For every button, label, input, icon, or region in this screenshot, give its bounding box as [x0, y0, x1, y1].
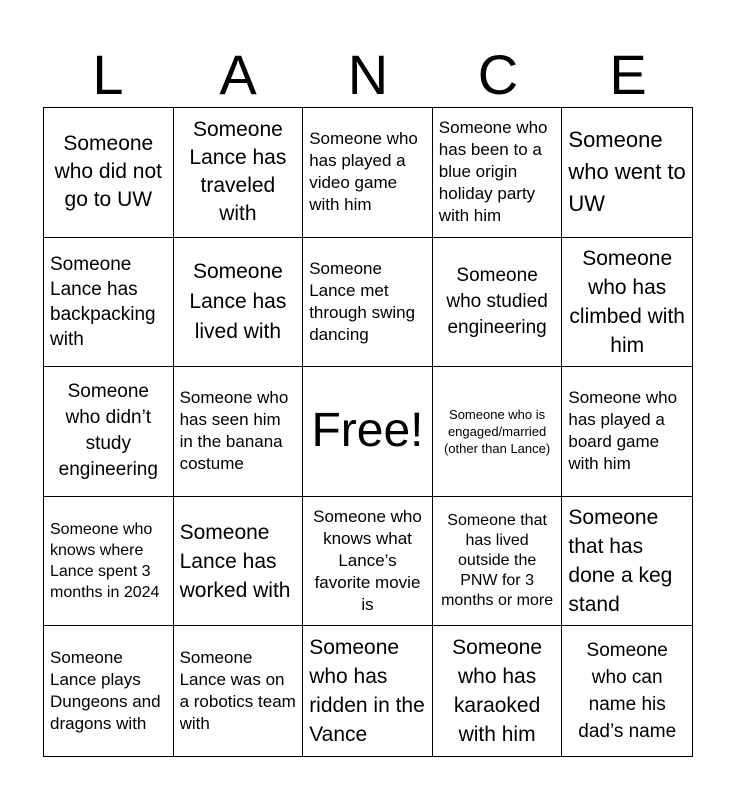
header-letter-n: N: [347, 43, 389, 106]
bingo-cell[interactable]: [44, 367, 174, 497]
bingo-cell[interactable]: [174, 367, 304, 497]
cell-text: Someone who went to UW: [568, 127, 686, 217]
bingo-cell[interactable]: [562, 497, 692, 627]
cell-text: Someone that has lived outside the PNW for 3 months or more: [441, 512, 554, 610]
cell-text: Someone who has karaoked with him: [452, 636, 543, 747]
bingo-cell[interactable]: [44, 626, 174, 756]
bingo-cell[interactable]: [44, 238, 174, 368]
bingo-cell[interactable]: [303, 108, 433, 238]
bingo-cell[interactable]: [433, 238, 563, 368]
cell-text: Someone Lance has backpacking with: [50, 253, 156, 350]
bingo-card: [43, 107, 693, 757]
bingo-cell[interactable]: [303, 497, 433, 627]
bingo-cell[interactable]: [433, 367, 563, 497]
bingo-cell[interactable]: [174, 108, 304, 238]
bingo-cell[interactable]: [562, 626, 692, 756]
cell-text: Someone that has done a keg stand: [568, 506, 673, 617]
cell-text: Someone who studied engineering: [446, 264, 548, 338]
cell-text: Someone who knows what Lance’s favorite movie is: [313, 507, 422, 615]
header-letter-a: A: [219, 43, 257, 106]
cell-text: Someone who did not go to UW: [54, 132, 162, 212]
cell-text: Someone who knows where Lance spent 3 months in 2024: [50, 521, 160, 602]
bingo-cell[interactable]: [433, 626, 563, 756]
header-letter-c: C: [477, 43, 519, 106]
bingo-cell[interactable]: [562, 108, 692, 238]
bingo-cell[interactable]: [44, 497, 174, 627]
bingo-cell[interactable]: [303, 626, 433, 756]
bingo-cell[interactable]: [562, 367, 692, 497]
cell-text: Someone who is engaged/married (other than Lance): [443, 406, 551, 456]
bingo-cell[interactable]: [174, 497, 304, 627]
cell-text: Someone who has played a board game with him: [568, 388, 678, 474]
header-letter-l: L: [92, 43, 124, 106]
cell-text: Someone Lance has traveled with: [189, 118, 287, 226]
bingo-cell[interactable]: [174, 238, 304, 368]
cell-text: Someone Lance plays Dungeons and dragons with: [50, 648, 161, 734]
bingo-cell[interactable]: [562, 238, 692, 368]
bingo-cell[interactable]: [433, 108, 563, 238]
free-space[interactable]: [303, 367, 433, 497]
cell-text: Someone who can name his dad’s name: [578, 640, 677, 743]
cell-text: Someone who didn’t study engineering: [58, 381, 158, 481]
bingo-cell[interactable]: [433, 497, 563, 627]
cell-text: Someone Lance was on a robotics team with: [179, 648, 296, 734]
free-space-text: Free!: [311, 404, 424, 458]
cell-text: Someone who has seen him in the banana costume: [179, 388, 289, 474]
cell-text: Someone who has played a video game with him: [309, 129, 418, 215]
bingo-cell[interactable]: [174, 626, 304, 756]
bingo-header: [43, 42, 693, 108]
cell-text: Someone Lance has worked with: [179, 520, 291, 602]
bingo-cell[interactable]: [44, 108, 174, 238]
bingo-cell[interactable]: [303, 238, 433, 368]
cell-text: Someone who has been to a blue origin holiday party with him: [438, 118, 548, 226]
cell-text: Someone Lance has lived with: [189, 259, 287, 343]
cell-text: Someone who has ridden in the Vance: [309, 636, 425, 747]
cell-text: Someone Lance met through swing dancing: [309, 258, 416, 344]
cell-text: Someone who has climbed with him: [569, 246, 685, 357]
header-letter-e: E: [609, 43, 647, 106]
